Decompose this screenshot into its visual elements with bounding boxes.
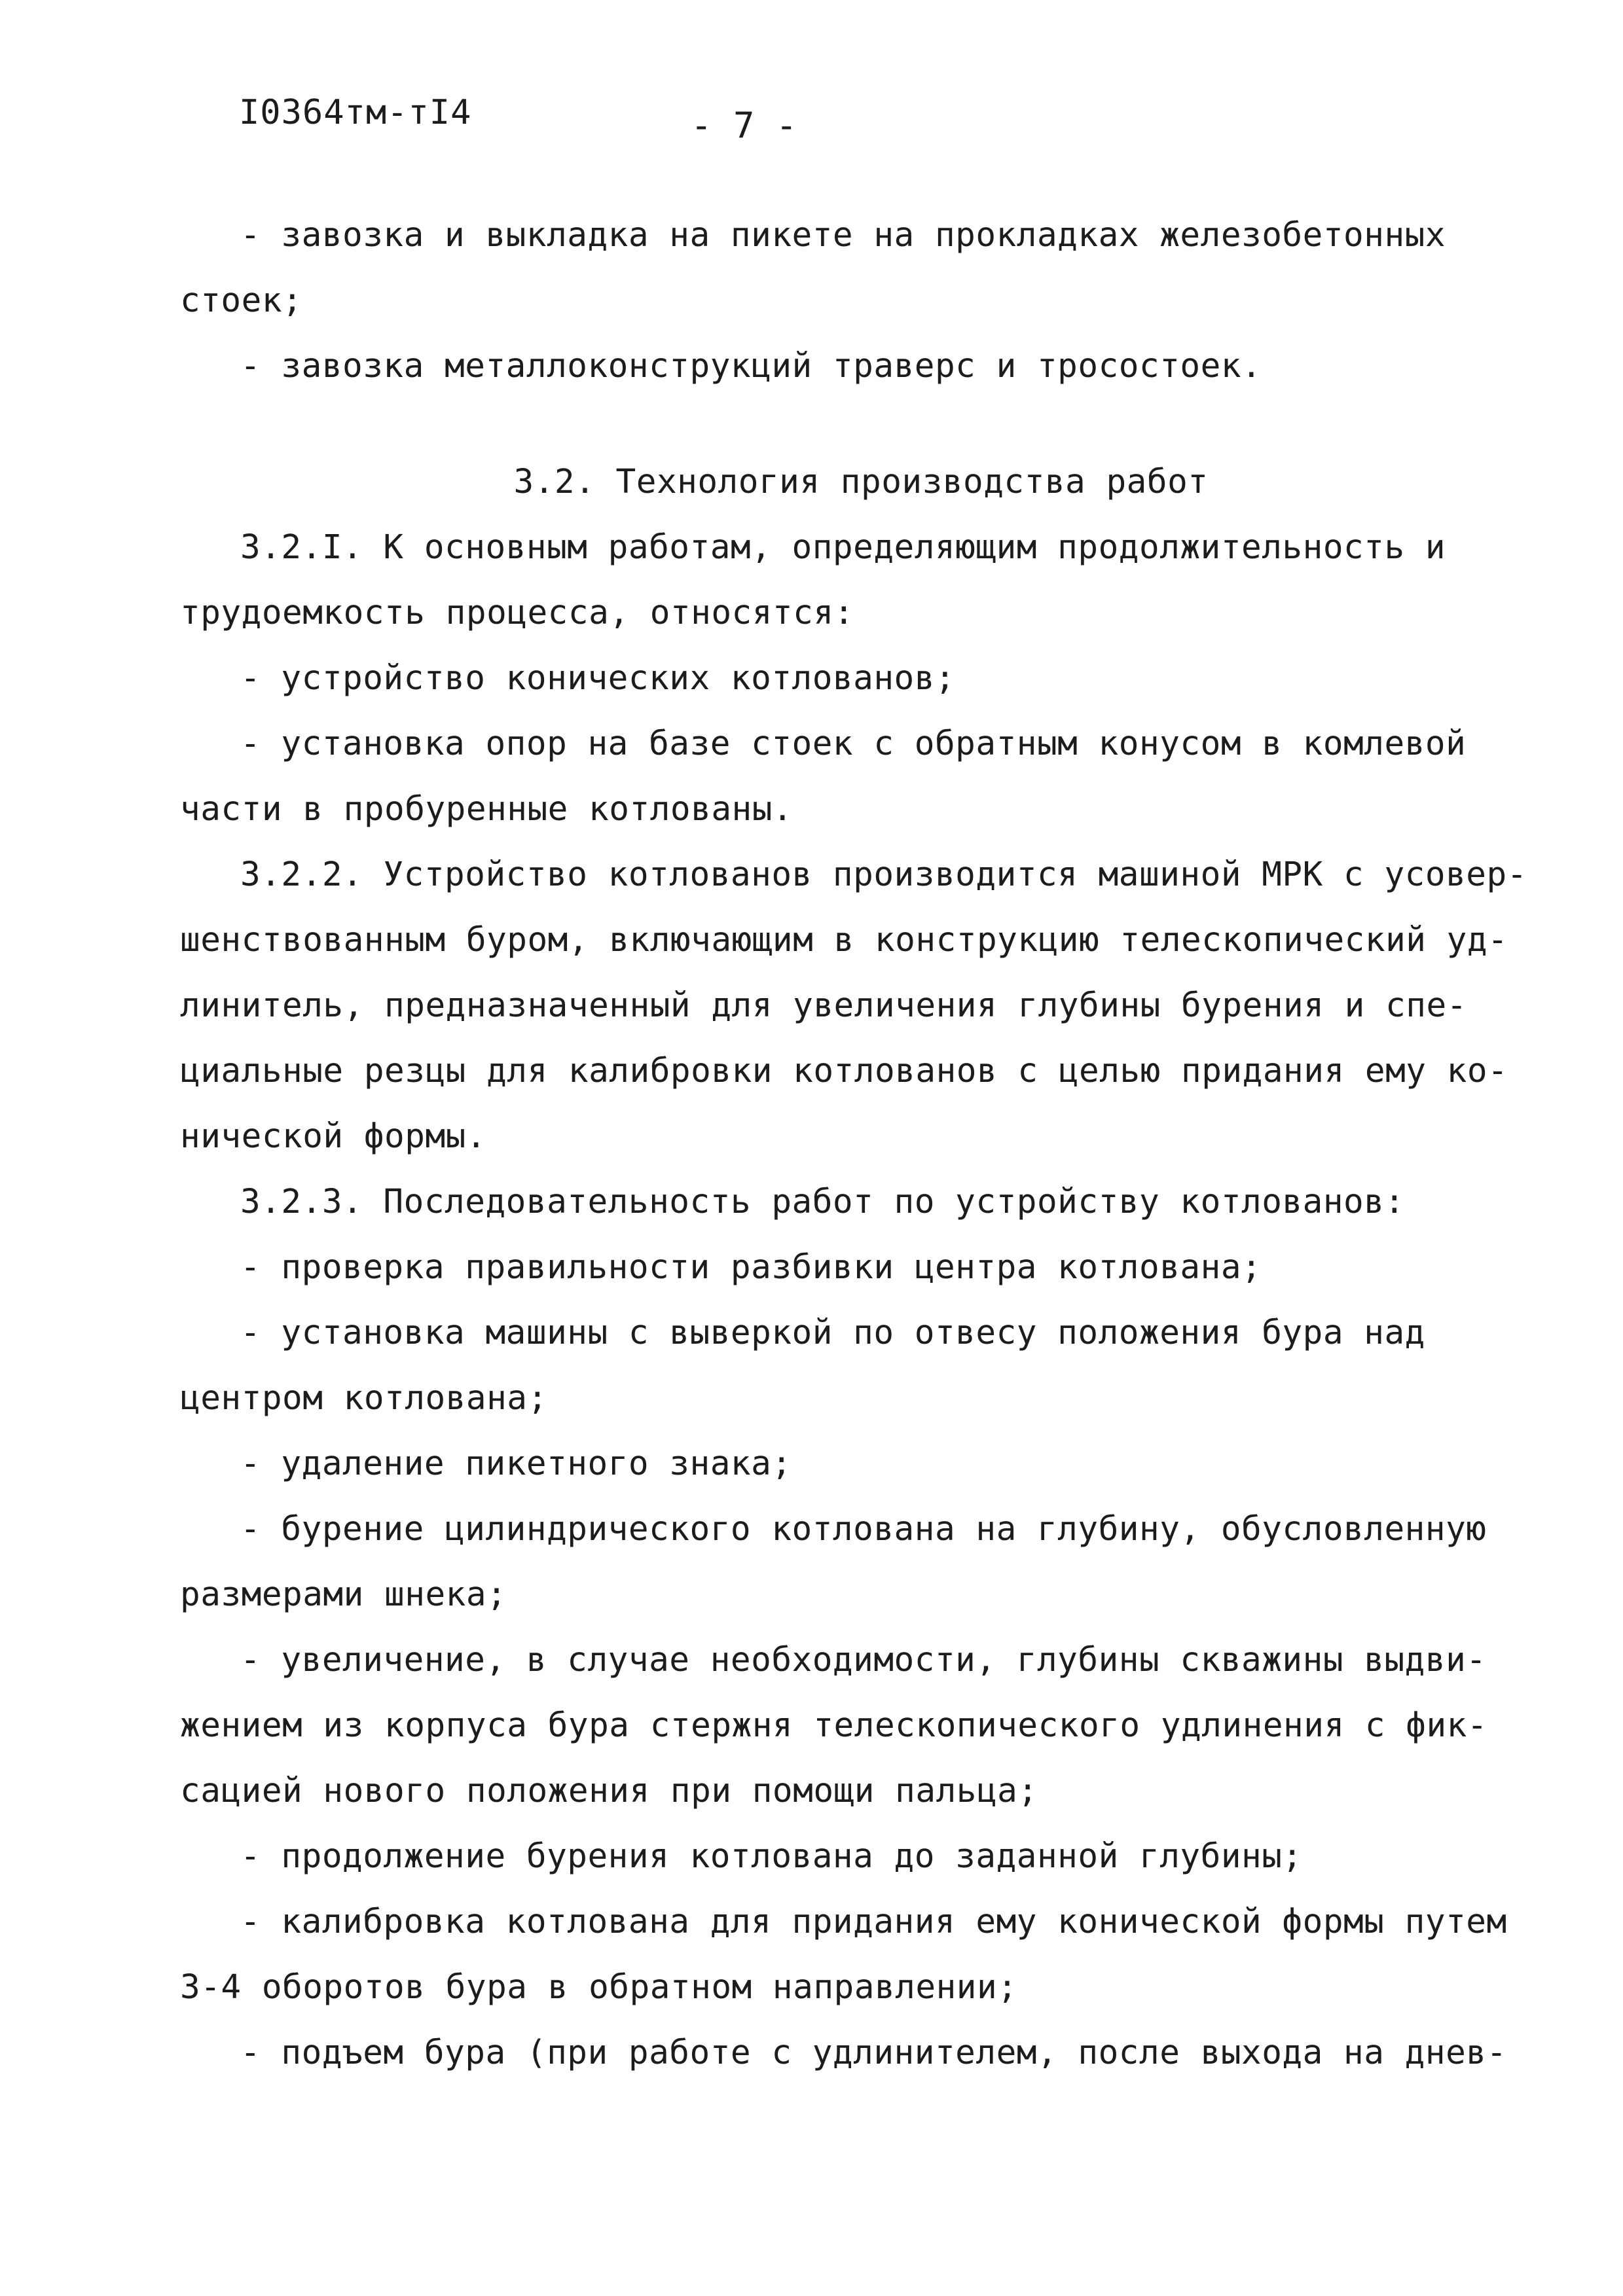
text-line: трудоемкость процесса, относятся:	[180, 594, 854, 632]
paragraph-line: 3.2.3. Последовательность работ по устройству котлованов:	[240, 1183, 1405, 1221]
section-heading: 3.2. Технология производства работ	[513, 463, 1209, 501]
paragraph-line: 3.2.I. К основным работам, определяющим продолжительность и	[240, 528, 1446, 567]
list-item: - проверка правильности разбивки центра котлована;	[240, 1248, 1262, 1287]
list-item: - установка опор на базе стоек с обратным конусом в комлевой	[240, 725, 1467, 763]
list-item: - увеличение, в случае необходимости, глубины скважины выдви-	[240, 1641, 1487, 1679]
list-item: - продолжение бурения котлована до заданной глубины;	[240, 1837, 1303, 1876]
text-line: центром котлована;	[180, 1379, 548, 1418]
list-item: - завозка металлоконструкций траверс и тросостоек.	[240, 347, 1262, 386]
list-item: - устройство конических котлованов;	[240, 659, 956, 698]
list-item: - установка машины с выверкой по отвесу положения бура над	[240, 1314, 1425, 1352]
text-line: части в пробуренные котлованы.	[180, 790, 793, 829]
document-body	[180, 203, 1527, 2086]
text-line: сацией нового положения при помощи пальца;	[180, 1772, 1038, 1810]
list-item: - завозка и выкладка на пикете на прокладках железобетонных	[240, 216, 1446, 255]
text-line: стоек;	[180, 281, 303, 320]
text-line: размерами шнека;	[180, 1575, 507, 1614]
text-line: шенствованным буром, включающим в конструкцию телескопический уд-	[180, 921, 1508, 960]
text-line: нической формы.	[180, 1117, 487, 1156]
text-line: жением из корпуса бура стержня телескопического удлинения с фик-	[180, 1706, 1488, 1745]
text-line: линитель, предназначенный для увеличения глубины бурения и спе-	[180, 986, 1467, 1025]
list-item: - подъем бура (при работе с удлинителем, после выхода на днев-	[240, 2034, 1507, 2072]
text-line: циальные резцы для калибровки котлованов с целью придания ему ко-	[180, 1052, 1508, 1090]
page-number: - 7 -	[691, 105, 797, 146]
document-code: I0364тм-тI4	[239, 93, 472, 132]
text-line: 3-4 оборотов бура в обратном направлении;	[180, 1968, 1018, 2007]
list-item: - калибровка котлована для придания ему конической формы путем	[240, 1903, 1507, 1941]
list-item: - бурение цилиндрического котлована на глубину, обусловленную	[240, 1510, 1487, 1549]
paragraph-line: 3.2.2. Устройство котлованов производится машиной МРК с усовер-	[240, 855, 1527, 894]
list-item: - удаление пикетного знака;	[240, 1444, 792, 1483]
